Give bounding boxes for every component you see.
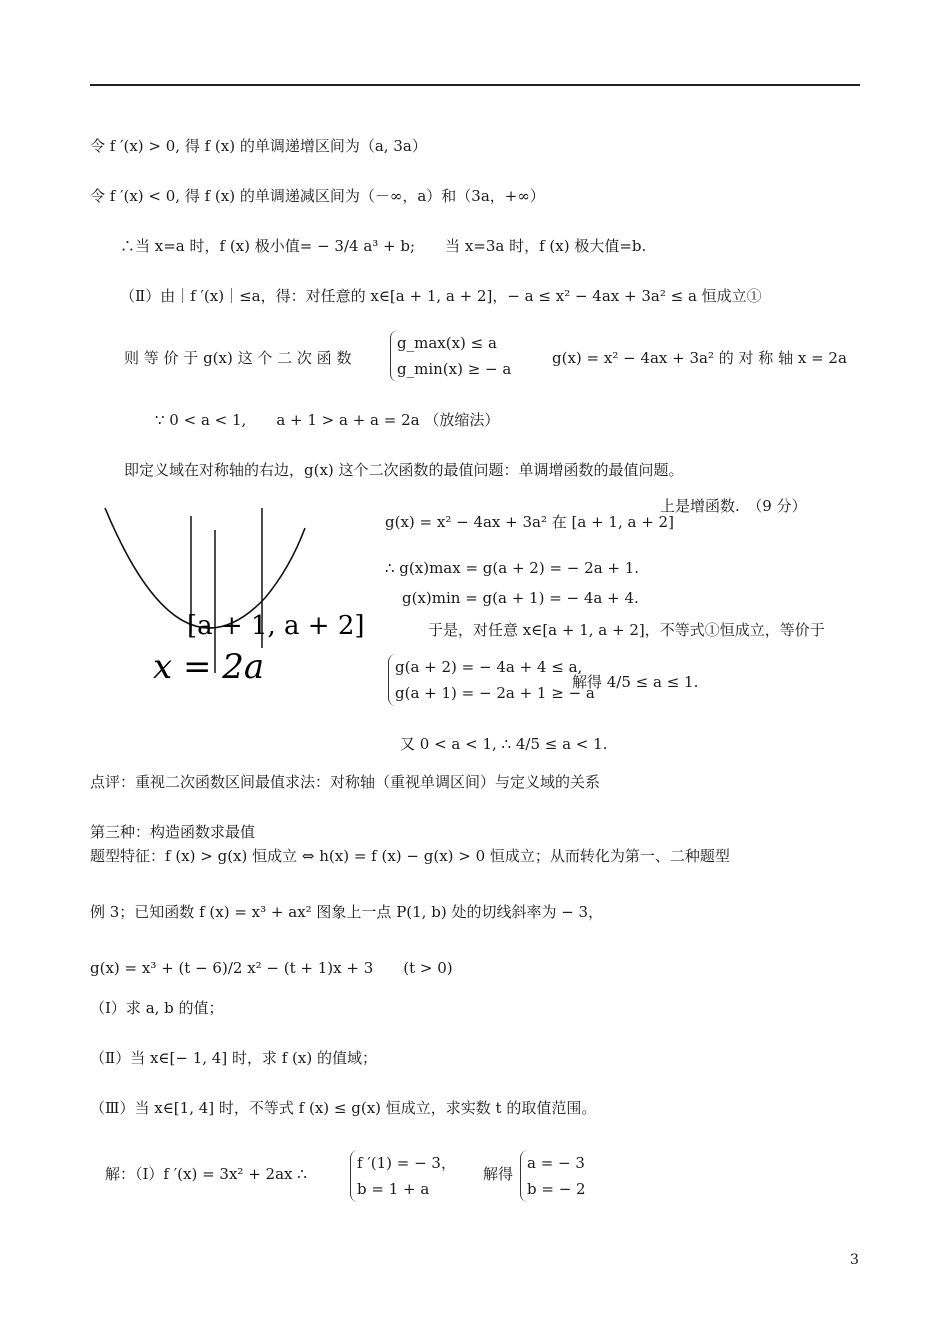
- axis-label: x = 2a: [153, 647, 265, 687]
- text-line: 于是，对任意 x∈[a + 1, a + 2]，不等式①恒成立，等价于: [428, 621, 825, 639]
- system-line: f ′(1) = − 3，: [357, 1154, 456, 1172]
- header-rule: [90, 84, 860, 86]
- system-line: g_max(x) ≤ a: [397, 334, 497, 352]
- system-line: g_min(x) ≥ − a: [397, 360, 512, 378]
- text-line: 例 3；已知函数 f (x) = x³ + ax² 图象上一点 P(1, b) 处的切线斜率为 − 3，: [90, 903, 604, 921]
- text-line: 题型特征：f (x) > g(x) 恒成立 ⇔ h(x) = f (x) − g(x) > 0 恒成立；从而转化为第一、二种题型: [90, 847, 730, 865]
- parabola-curve: [105, 508, 305, 628]
- text-line: （Ⅱ）由｜f ′(x)｜≤a，得：对任意的 x∈[a + 1, a + 2]，− a ≤ x² − 4ax + 3a² ≤ a 恒成立①: [120, 287, 762, 305]
- text-line: （Ⅰ）求 a, b 的值；: [90, 999, 224, 1017]
- system-line: g(a + 1) = − 2a + 1 ≥ − a: [395, 684, 595, 702]
- text-line: 上是增函数. （9 分）: [660, 497, 807, 515]
- system-line: a = − 3: [527, 1154, 585, 1172]
- text-line: ∴ g(x)max = g(a + 2) = − 2a + 1.: [385, 559, 640, 577]
- text-line: 第三种：构造函数求最值: [90, 823, 256, 841]
- text-line: 则 等 价 于 g(x) 这 个 二 次 函 数: [124, 349, 352, 367]
- text-line: 令 f ′(x) < 0, 得 f (x) 的单调递减区间为（－∞，a）和（3a，+∞）: [90, 187, 545, 205]
- text-line: （Ⅲ）当 x∈[1, 4] 时，不等式 f (x) ≤ g(x) 恒成立，求实数 t 的取值范围。: [90, 1099, 597, 1117]
- system-brace: [388, 654, 595, 706]
- page-number: 3: [850, 1252, 859, 1268]
- system-line: b = − 2: [527, 1180, 586, 1198]
- text-line: ∴当 x=a 时，f (x) 极小值= − 3/4 a³ + b; 当 x=3a 时，f (x) 极大值=b.: [120, 237, 647, 255]
- system-brace: [520, 1150, 586, 1202]
- text-line: g(x) = x² − 4ax + 3a² 在 [a + 1, a + 2]: [385, 513, 674, 531]
- text-line: 解：（Ⅰ）f ′(x) = 3x² + 2ax ∴: [105, 1165, 307, 1183]
- interval-label: [a + 1, a + 2]: [187, 611, 365, 641]
- text-line: 解得 4/5 ≤ a ≤ 1.: [572, 673, 699, 691]
- text-line: g(x) = x² − 4ax + 3a² 的 对 称 轴 x = 2a: [552, 349, 847, 367]
- text-line: （Ⅱ）当 x∈[− 1, 4] 时，求 f (x) 的值域；: [90, 1049, 377, 1067]
- text-line: 点评：重视二次函数区间最值求法：对称轴（重视单调区间）与定义域的关系: [90, 773, 601, 791]
- system-brace: [390, 330, 511, 382]
- system-line: b = 1 + a: [357, 1180, 430, 1198]
- text-line: ∵ 0 < a < 1, a + 1 > a + a = 2a （放缩法）: [155, 411, 500, 429]
- text-line: g(x)min = g(a + 1) = − 4a + 4.: [402, 589, 639, 607]
- system-line: g(a + 2) = − 4a + 4 ≤ a,: [395, 658, 583, 676]
- parabola-figure: [95, 498, 365, 688]
- text-line: 解得: [483, 1165, 514, 1183]
- system-brace: [350, 1150, 456, 1202]
- text-line: 又 0 < a < 1, ∴ 4/5 ≤ a < 1.: [400, 735, 608, 753]
- text-line: 即定义域在对称轴的右边，g(x) 这个二次函数的最值问题：单调增函数的最值问题。: [124, 461, 684, 479]
- text-line: g(x) = x³ + (t − 6)/2 x² − (t + 1)x + 3 (t > 0): [90, 959, 453, 977]
- text-line: 令 f ′(x) > 0, 得 f (x) 的单调递增区间为（a, 3a）: [90, 137, 427, 155]
